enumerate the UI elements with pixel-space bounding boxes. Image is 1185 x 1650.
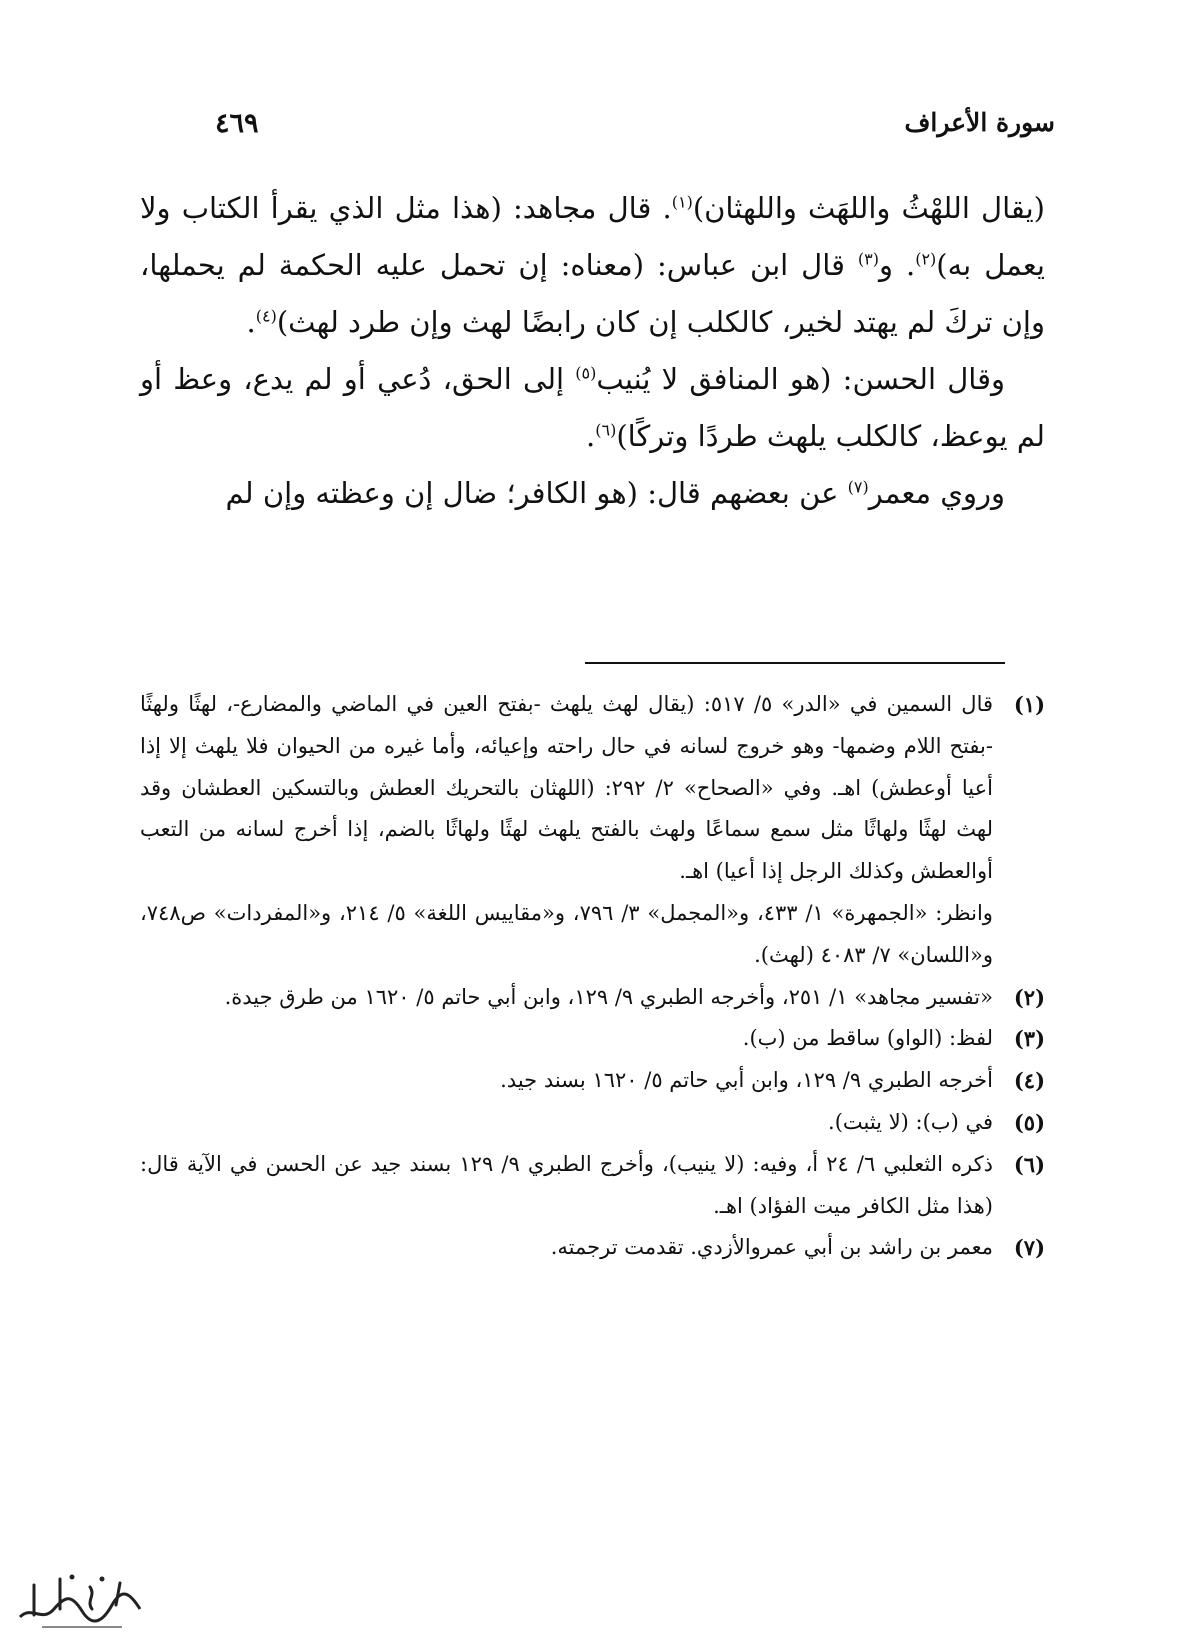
footnote-text: أخرجه الطبري ٩/ ١٢٩، وابن أبي حاتم ٥/ ١٦٢٠ بسند جيد. [500, 1068, 993, 1093]
footnote-6 [140, 1144, 1045, 1228]
footnote-text: لفظ: (الواو) ساقط من (ب). [742, 1026, 993, 1051]
text-segment: وروي معمر [868, 476, 1005, 510]
footnote-7 [140, 1227, 1045, 1269]
text-segment: وقال الحسن: (هو المنافق لا يُنيب [596, 362, 1005, 396]
text-segment: إلى الحق، دُعي أو لم يدع، وعظ أو لم يوعظ، كالكلب يلهث طردًا وتركًا) [140, 362, 1045, 453]
footnote-number: (٦) [1013, 1151, 1045, 1177]
footnote-3 [140, 1018, 1045, 1060]
footnote-4 [140, 1060, 1045, 1102]
page-header [175, 108, 1055, 148]
footnote-number: (١) [1013, 692, 1045, 717]
footnote-number: (٣) [1013, 1026, 1045, 1052]
footnote-ref-4[interactable]: (٤) [255, 306, 277, 326]
text-segment: قال ابن عباس: (معناه: إن تحمل عليه الحكمة لم يحملها، وإن تركَ لم يهتد لخير، كالكلب إن كان رابضًا لهث وإن طرد لهث) [140, 248, 1045, 339]
text-segment: . [586, 419, 596, 453]
footnote-number: (٤) [1013, 1068, 1045, 1094]
main-text [140, 180, 1045, 522]
footnote-ref-1[interactable]: (١) [671, 192, 693, 212]
footnote-ref-6[interactable]: (٦) [595, 420, 617, 440]
text-segment: عن بعضهم قال: (هو الكافر؛ ضال إن وعظته وإن لم [225, 476, 848, 510]
footnote-number: (٧) [1013, 1235, 1045, 1261]
page-number: ٤٦٩ [215, 108, 259, 139]
paragraph-2 [140, 351, 1045, 465]
footnote-text: معمر بن راشد بن أبي عمروالأزدي. تقدمت ترجمته. [550, 1235, 993, 1260]
footnote-ref-5[interactable]: (٥) [575, 363, 597, 383]
footnote-1 [140, 684, 1045, 977]
footnote-separator [585, 662, 1005, 664]
footnote-text: قال السمين في «الدر» ٥/ ٥١٧: (يقال لهث يلهث -بفتح العين في الماضي والمضارع-، لهثًا ولهثًا -بفتح اللام وضمها- وهو خروج لسانه في حال راحته وإعيائه، وأما غيره من الحيوان فلا يلهث إلا إذا أعيا أوعطش) اهـ. وفي «الصحاح» ٢/ ٢٩٢: (اللهثان بالتحريك العطش وبالتسكين العطشان وقد لهث لهثًا ولهاثًا مثل سمع سماعًا ولهث بالفتح يلهث لهثًا ولهاثًا بالضم، إذا أخرج لسانه من التعب أوالعطش وكذلك الرجل إذا أعيا) اهـ. [140, 692, 994, 884]
surah-title: سورة الأعراف [904, 108, 1055, 137]
footnote-ref-2[interactable]: (٢) [915, 249, 937, 269]
footnotes [140, 684, 1045, 1269]
almoshahem-logo [12, 1565, 147, 1633]
text-segment: . و [879, 248, 916, 282]
footnote-number: (٢) [1013, 984, 1045, 1010]
text-segment: . قال مجاهد: (هذا مثل الذي يقرأ الكتاب ولا يعمل به) [140, 191, 1045, 282]
footnote-ref-7[interactable]: (٧) [847, 477, 869, 497]
paragraph-1 [140, 180, 1045, 351]
footnote-2 [140, 977, 1045, 1019]
footnote-text: «تفسير مجاهد» ١/ ٢٥١، وأخرجه الطبري ٩/ ١٢٩، وابن أبي حاتم ٥/ ١٦٢٠ من طرق جيدة. [224, 984, 993, 1009]
footnote-number: (٥) [1013, 1109, 1045, 1135]
text-segment: . [246, 305, 256, 339]
paragraph-3 [140, 465, 1045, 522]
footnote-5 [140, 1102, 1045, 1144]
footnote-text-continued: وانظر: «الجمهرة» ١/ ٤٣٣، و«المجمل» ٣/ ٧٩٦، و«مقاييس اللغة» ٥/ ٢١٤، و«المفردات» ص٧٤٨، و«اللسان» ٧/ ٤٠٨٣ (لهث). [140, 900, 993, 967]
footnote-text: في (ب): (لا يثبت). [828, 1109, 993, 1134]
text-segment: (يقال اللهْثُ واللهَث واللهثان) [692, 191, 1045, 225]
footnote-text: ذكره الثعلبي ٦/ ٢٤ أ، وفيه: (لا ينيب)، وأخرج الطبري ٩/ ١٢٩ بسند جيد عن الحسن في الآية قال: (هذا مثل الكافر ميت الفؤاد) اهـ. [140, 1151, 993, 1218]
footnote-ref-3[interactable]: (٣) [857, 249, 880, 269]
